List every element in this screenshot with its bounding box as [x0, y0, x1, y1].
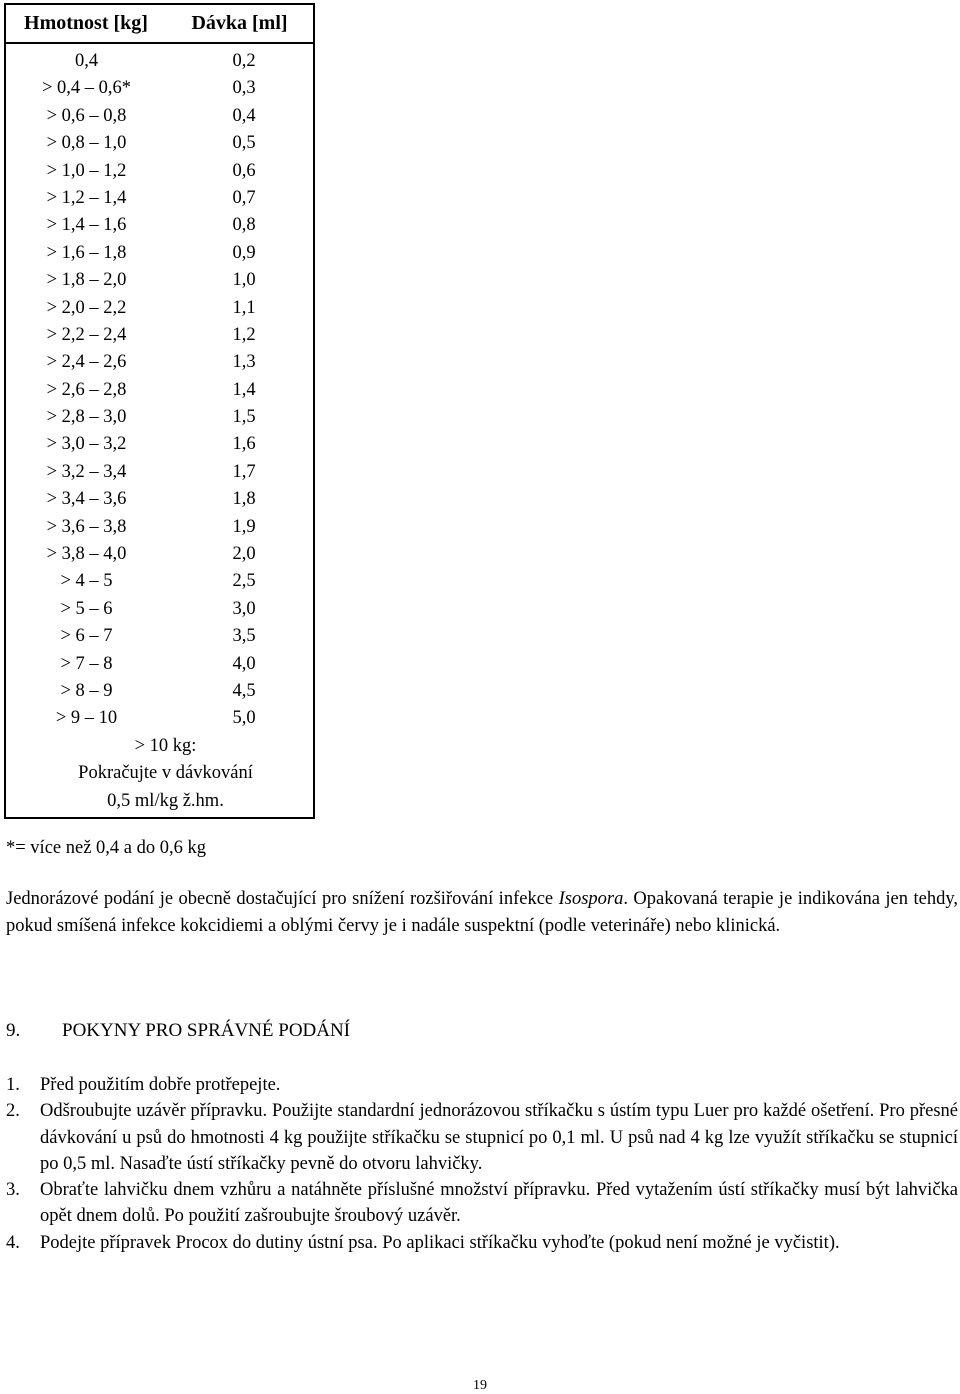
weight-cell: > 3,6 – 3,8	[46, 516, 127, 537]
weight-cell: > 2,0 – 2,2	[46, 297, 127, 318]
weight-cell: > 2,4 – 2,6	[46, 352, 127, 373]
dose-cell: 0,7	[232, 187, 256, 208]
paragraph-italic-term: Isospora	[558, 889, 624, 909]
table-row	[6, 75, 313, 102]
dose-cell: 0,8	[232, 215, 256, 236]
step-number: 1.	[6, 1075, 20, 1095]
table-row	[6, 185, 313, 212]
step-number: 3.	[6, 1180, 20, 1201]
weight-cell: > 3,2 – 3,4	[46, 461, 127, 482]
weight-cell: > 0,8 – 1,0	[46, 133, 127, 154]
dose-cell: 0,9	[232, 242, 256, 263]
paragraph-text-start: Jednorázové podání je obecně dostačující pro snížení rozšiřování infekce	[6, 889, 559, 909]
dose-cell: 0,3	[232, 78, 256, 99]
table-row	[6, 705, 313, 732]
step-number: 4.	[6, 1232, 20, 1253]
dose-cell: 1,8	[232, 489, 256, 510]
weight-cell: > 5 – 6	[60, 598, 113, 619]
dose-cell: 0,5	[232, 133, 256, 154]
dose-cell: 4,0	[232, 653, 256, 674]
weight-cell: > 0,6 – 0,8	[46, 105, 127, 126]
dose-cell: 1,3	[232, 352, 256, 373]
treatment-paragraph	[6, 886, 958, 939]
dosage-table	[4, 3, 315, 819]
table-row	[6, 212, 313, 239]
dosage-table-body	[6, 44, 313, 817]
instruction-step	[6, 1177, 958, 1230]
step-text: Před použitím dobře protřepejte.	[40, 1075, 281, 1095]
table-row	[6, 130, 313, 157]
table-footnote: *= více než 0,4 a do 0,6 kg	[6, 838, 207, 858]
weight-cell: > 2,8 – 3,0	[46, 407, 127, 428]
table-row	[6, 404, 313, 431]
dose-cell: 1,4	[232, 379, 256, 400]
weight-cell: > 6 – 7	[60, 626, 113, 647]
table-row	[6, 103, 313, 130]
weight-cell: > 1,8 – 2,0	[46, 270, 127, 291]
table-row	[6, 240, 313, 267]
step-text: Podejte přípravek Procox do dutiny ústní psa. Po aplikaci stříkačku vyhoďte (pokud není možné je vyčistit).	[40, 1232, 840, 1253]
dose-cell: 2,5	[232, 571, 256, 592]
instruction-list	[6, 1072, 958, 1256]
page-number: 19	[473, 1378, 487, 1393]
weight-cell: > 3,8 – 4,0	[46, 544, 127, 565]
weight-cell: > 0,4 – 0,6*	[41, 78, 132, 99]
dose-column-header: Dávka [ml]	[191, 12, 288, 34]
table-row	[6, 322, 313, 349]
weight-cell: > 1,0 – 1,2	[46, 160, 127, 181]
table-row	[6, 158, 313, 185]
dose-cell: 1,9	[232, 516, 256, 537]
dose-cell: 5,0	[232, 708, 256, 729]
dose-cell: 1,6	[232, 434, 256, 455]
step-text: Obraťte lahvičku dnem vzhůru a natáhněte příslušné množství přípravku. Před vytažením ústí stříkačky musí být lahvička opět dnem dolů. Po použití zašroubujte šroubový uzávěr.	[40, 1180, 958, 1227]
table-row	[6, 596, 313, 623]
instruction-step	[6, 1230, 958, 1256]
weight-cell: > 4 – 5	[60, 571, 113, 592]
weight-cell: > 1,6 – 1,8	[46, 242, 127, 263]
table-row	[6, 431, 313, 458]
dose-cell: 1,1	[232, 297, 256, 318]
section-title: POKYNY PRO SPRÁVNÉ PODÁNÍ	[62, 1020, 351, 1041]
dose-cell: 3,0	[232, 598, 256, 619]
dose-cell: 1,5	[232, 407, 256, 428]
table-note-line: Pokračujte v dávkování	[78, 763, 253, 784]
instruction-step	[6, 1098, 958, 1177]
table-row	[6, 486, 313, 513]
table-row	[6, 541, 313, 568]
dose-cell: 0,4	[232, 105, 256, 126]
weight-cell: > 1,4 – 1,6	[46, 215, 127, 236]
table-note-line: > 10 kg:	[134, 735, 197, 756]
weight-cell: > 3,4 – 3,6	[46, 489, 127, 510]
table-note-line: 0,5 ml/kg ž.hm.	[107, 790, 224, 811]
dosage-table-header	[6, 5, 313, 44]
weight-cell: > 7 – 8	[60, 653, 113, 674]
instruction-step	[6, 1072, 958, 1098]
dose-cell: 1,7	[232, 461, 256, 482]
table-row	[6, 514, 313, 541]
section-number: 9.	[6, 1020, 21, 1041]
dose-cell: 4,5	[232, 680, 256, 701]
paragraph-text-end: . Opakovaná terapie je indikována jen tehdy, pokud smíšená infekce kokcidiemi a oblými červy je i nadále suspektní (podle veterináře) nebo klinická.	[6, 889, 958, 936]
dose-cell: 1,2	[232, 324, 256, 345]
section-heading	[6, 1020, 350, 1042]
table-row	[6, 295, 313, 322]
weight-cell: > 1,2 – 1,4	[46, 187, 127, 208]
table-row	[6, 349, 313, 376]
table-row	[6, 623, 313, 650]
table-row	[6, 678, 313, 705]
table-row	[6, 568, 313, 595]
step-text: Odšroubujte uzávěr přípravku. Použijte standardní jednorázovou stříkačku s ústím typu Luer pro každé ošetření. Pro přesné dávkování u psů do hmotnosti 4 kg použijte stříkačku se stupnicí po 0,1 ml. U psů nad 4 kg lze využít stříkačku se stupnicí po 0,5 ml. Nasaďte ústí stříkačky pevně do otvoru lahvičky.	[40, 1101, 958, 1174]
weight-cell: > 2,6 – 2,8	[46, 379, 127, 400]
dose-cell: 0,6	[232, 160, 256, 181]
table-row	[6, 377, 313, 404]
weight-cell: > 8 – 9	[60, 680, 113, 701]
table-row	[6, 651, 313, 678]
table-row	[6, 48, 313, 75]
weight-cell: 0,4	[74, 51, 99, 71]
weight-cell: > 9 – 10	[55, 708, 118, 729]
dose-cell: 3,5	[232, 626, 256, 647]
table-row	[6, 459, 313, 486]
dose-cell: 0,2	[232, 51, 256, 71]
weight-column-header: Hmotnost [kg]	[24, 12, 148, 34]
step-number: 2.	[6, 1101, 20, 1122]
weight-cell: > 2,2 – 2,4	[46, 324, 127, 345]
dose-cell: 1,0	[232, 270, 256, 291]
dose-cell: 2,0	[232, 544, 256, 565]
weight-cell: > 3,0 – 3,2	[46, 434, 127, 455]
table-row	[6, 267, 313, 294]
